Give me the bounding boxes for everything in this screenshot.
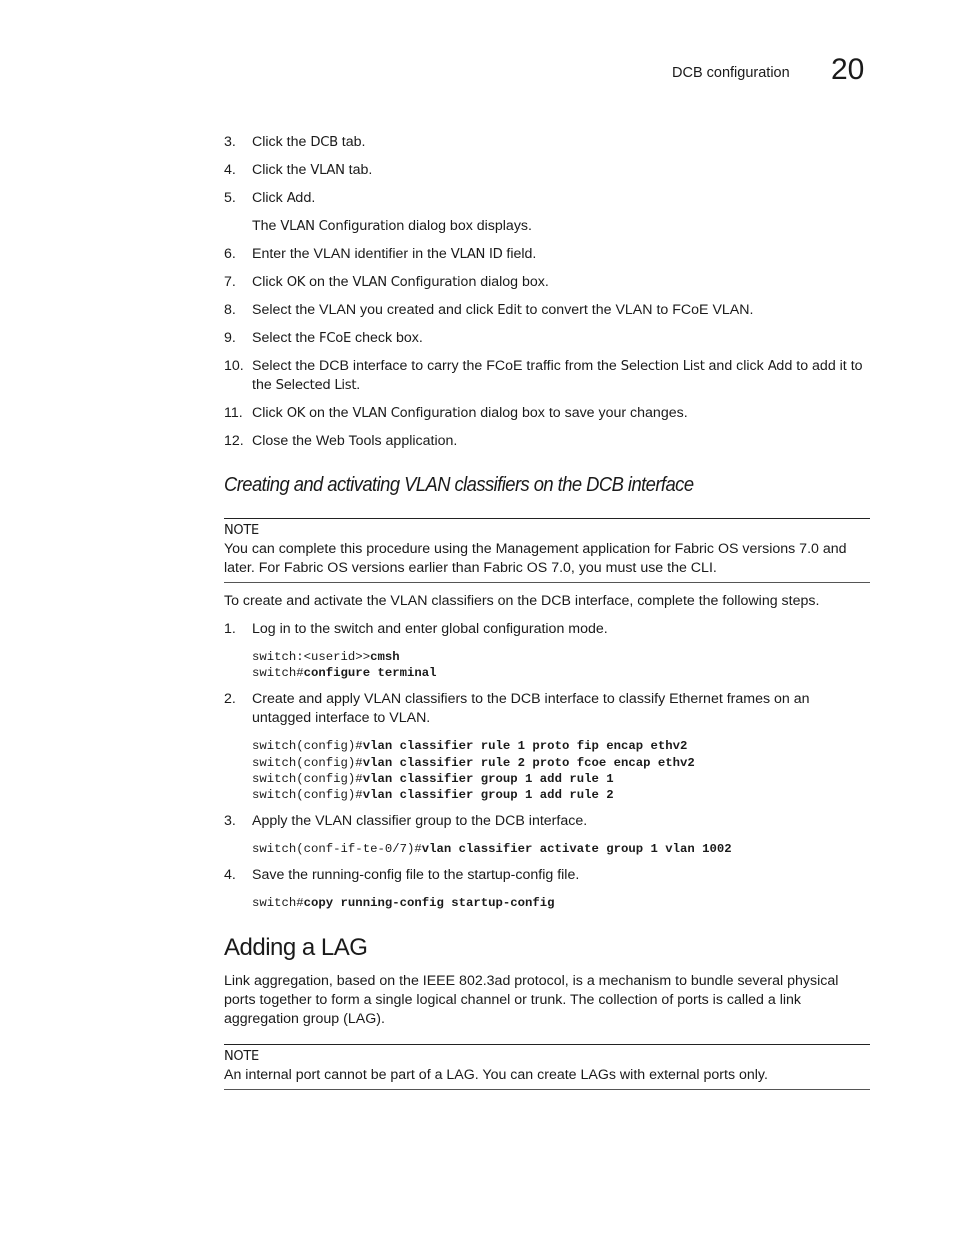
step-number: 5. [224,190,236,206]
section-heading-adding-lag: Adding a LAG [224,933,368,961]
step-text: on the [305,405,353,421]
step-text: . [356,377,361,393]
step-item [224,133,870,152]
step-content: Save the running-config file to the startup-config file. [252,867,580,884]
command-prompt: switch:<userid>> [252,650,371,664]
ui-element-name: OK [286,275,306,290]
section-heading-vlan-classifiers: Creating and activating VLAN classifiers on the DCB interface [224,474,694,496]
code-block [224,841,870,857]
note-box-2 [224,1044,870,1090]
step-text: Enter the VLAN identifier in the [252,246,451,262]
step-content [252,189,870,208]
ui-element-name: Edit [497,303,522,318]
step-content [252,161,870,180]
step-number: 4. [224,162,236,178]
lag-paragraph: Link aggregation, based on the IEEE 802.3ad protocol, is a mechanism to bundle several physical ports together to form a single logical channel or trunk. The collection of ports is called a link aggregation group (LAG). [224,972,839,1027]
step-content [252,404,870,423]
command-text: cmsh [370,650,400,664]
code-line [252,649,870,665]
steps-list-part-1 [224,133,870,208]
command-prompt: switch(conf-if-te-0/7)# [252,842,422,857]
step-content: Log in to the switch and enter global configuration mode. [252,621,608,637]
code-line [252,665,870,681]
code-block [224,895,870,911]
step-text: dialog box displays. [404,218,532,234]
step-number: 7. [224,274,236,290]
step-item [224,161,870,180]
step-number: 3. [224,813,236,830]
step-number: 12. [224,433,244,449]
ui-element-name: Add [286,191,312,206]
step-content: Apply the VLAN classifier group to the DCB interface. [252,813,588,830]
step-text: Click the [252,134,311,150]
step-5-result [224,217,870,236]
step-content [252,245,870,264]
step-text: Close the Web Tools application. [252,433,458,449]
command-prompt: switch# [252,666,304,681]
ui-element-name: Selection List [620,359,705,374]
ui-element-name: VLAN ID [450,247,503,262]
step-text: Click [252,274,287,290]
note-box-1 [224,518,870,583]
step-text: Select the DCB interface to carry the FCoE traffic from the [252,358,621,374]
command-prompt: switch(config)# [252,788,363,803]
code-line [252,755,870,771]
intro-paragraph: To create and activate the VLAN classifiers on the DCB interface, complete the following steps. [224,593,820,609]
step-text: check box. [351,330,423,346]
command-text: vlan classifier rule 2 proto fcoe encap ethv2 [362,755,695,770]
command-prompt: switch(config)# [252,739,363,754]
command-text: copy running-config startup-config [303,896,555,911]
command-prompt: switch(config)# [252,771,363,786]
step-number: 8. [224,302,236,318]
note-heading: NOTE [224,523,259,538]
step-item [224,357,870,395]
step-content [252,301,870,320]
step-number: 9. [224,330,236,346]
step-item [224,245,870,264]
step-number: 6. [224,246,236,262]
step-text: dialog box to save your changes. [476,405,688,421]
steps-list-part-2 [224,245,870,451]
step-text: Click [252,405,287,421]
ui-element-name: OK [286,406,306,421]
step-item [224,866,870,885]
ui-element-name: FCoE [319,331,352,346]
step-content [252,273,870,292]
code-line [252,895,870,911]
running-header-title: DCB configuration [672,65,790,81]
code-line [252,787,870,803]
step-content [252,329,870,348]
ui-element-name: VLAN Configuration [352,406,477,421]
step-text: to add it to the [252,358,863,393]
step-content [252,133,870,152]
ui-element-name: VLAN Configuration [280,219,405,234]
code-line [252,738,870,754]
command-text: vlan classifier group 1 add rule 2 [362,788,614,803]
step-text: tab. [344,162,373,178]
code-block [224,738,870,803]
command-prompt: switch# [252,896,304,911]
step-text: dialog box. [476,274,549,290]
command-prompt: switch(config)# [252,755,363,770]
step-number: 1. [224,621,236,637]
step-item [224,329,870,348]
ui-element-name: VLAN Configuration [352,275,477,290]
step-number: 10. [224,358,244,374]
classifier-steps-list [224,620,870,912]
ui-element-name: Selected List [275,378,357,393]
ui-element-name: DCB [310,135,338,150]
step-text: . [311,190,316,206]
step-content [252,432,870,451]
step-text: Select the [252,330,320,346]
step-item [224,620,870,639]
step-number: 4. [224,867,236,884]
step-text: The [252,218,281,234]
step-text: and click [704,358,768,374]
step-number: 11. [224,405,243,421]
command-text: vlan classifier rule 1 proto fip encap ethv2 [362,739,688,754]
step-item [224,404,870,423]
code-block [224,649,870,681]
chapter-number: 20 [831,53,865,86]
step-item [224,812,870,831]
note-heading: NOTE [224,1048,259,1064]
step-text: Click the [252,162,311,178]
step-content [252,357,870,395]
note-text: You can complete this procedure using the Management application for Fabric OS versions 7.0 and later. For Fabric OS versions earlier than Fabric OS 7.0, you must use the CLI. [224,541,847,576]
command-text: configure terminal [303,666,437,681]
step-text: field. [502,246,537,262]
step-number: 2. [224,691,236,708]
code-line [252,771,870,787]
step-text: Select the VLAN you created and click [252,302,498,318]
step-item [224,189,870,208]
ui-element-name: VLAN [310,163,345,178]
step-text: on the [305,274,353,290]
step-text: Click [252,190,287,206]
step-item [224,690,870,728]
page-content [224,133,870,1090]
command-text: vlan classifier group 1 add rule 1 [362,771,614,786]
step-item [224,301,870,320]
step-content: Create and apply VLAN classifiers to the DCB interface to classify Ethernet frames on an untagged interface to VLAN. [252,691,810,727]
step-item [224,432,870,451]
note-text: An internal port cannot be part of a LAG. You can create LAGs with external ports only. [224,1066,768,1083]
step-text: to convert the VLAN to FCoE VLAN. [521,302,754,318]
step-item [224,273,870,292]
step-number: 3. [224,134,236,150]
code-line [252,841,870,857]
step-text: tab. [337,134,366,150]
command-text: vlan classifier activate group 1 vlan 1002 [421,842,732,857]
ui-element-name: Add [767,359,793,374]
